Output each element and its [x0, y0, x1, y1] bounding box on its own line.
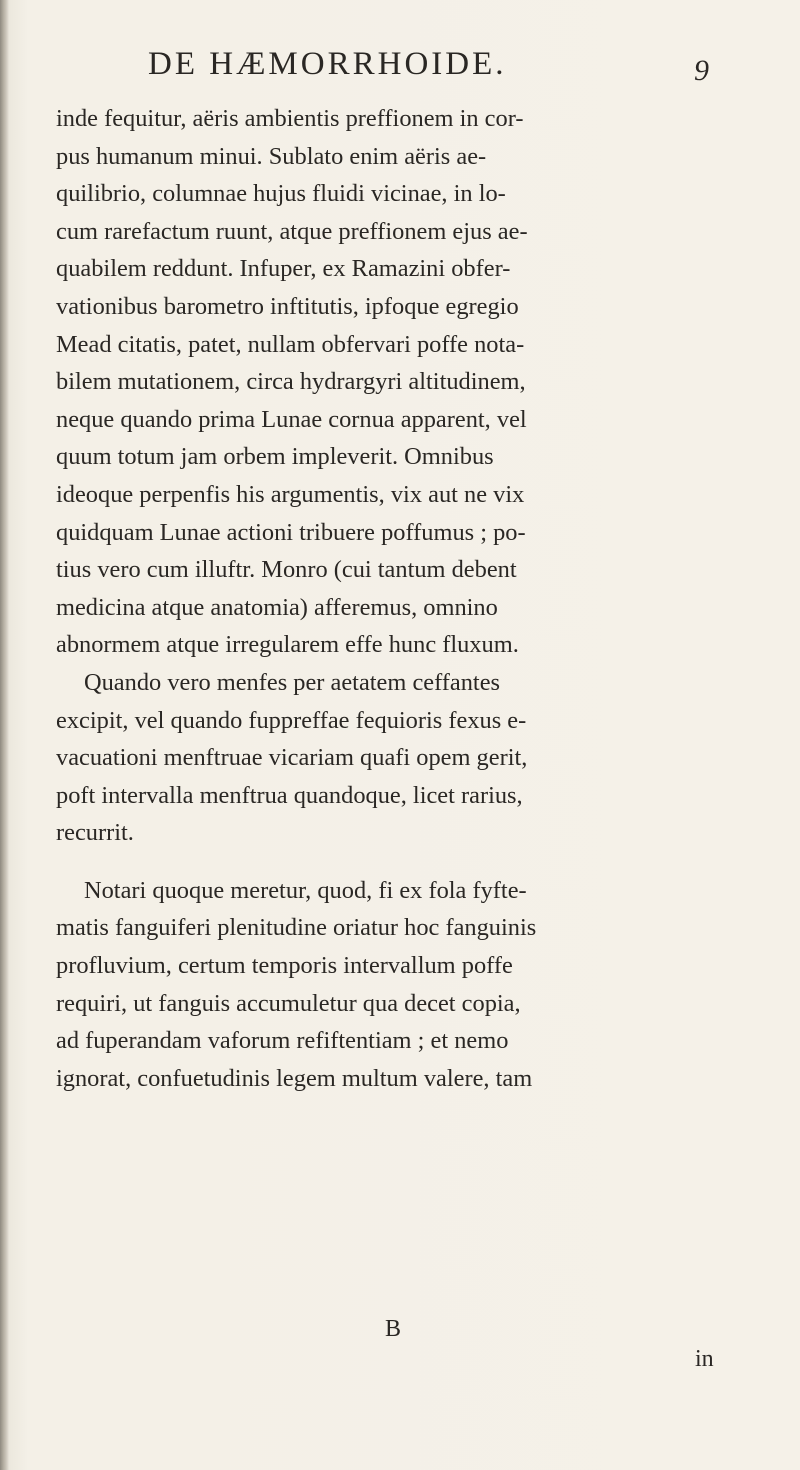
text-line: requiri, ut fanguis accumuletur qua decet copia, — [56, 989, 521, 1017]
text-line: profluvium, certum temporis intervallum poffe — [56, 952, 513, 980]
page-header — [0, 46, 800, 96]
binding-edge — [0, 0, 9, 1470]
text-line: Mead citatis, patet, nullam obfervari poffe nota- — [56, 330, 525, 358]
text-line: abnormem atque irregularem effe hunc fluxum. — [56, 631, 519, 659]
text-line: vacuationi menftruae vicariam quafi opem gerit, — [56, 744, 528, 772]
text-line: ideoque perpenfis his argumentis, vix aut ne vix — [56, 480, 525, 508]
paragraph — [56, 664, 740, 852]
running-title: DE HÆMORRHOIDE. — [148, 46, 507, 82]
paragraph — [56, 872, 740, 1098]
text-line: quidquam Lunae actioni tribuere poffumus ; po- — [56, 518, 526, 546]
text-line: ad fuperandam vaforum refiftentiam ; et nemo — [56, 1027, 509, 1055]
paragraph — [56, 100, 740, 664]
text-line: Quando vero menfes per aetatem ceffantes — [84, 668, 501, 696]
catchword: in — [695, 1346, 714, 1372]
text-line: quilibrio, columnae hujus fluidi vicinae, in lo- — [56, 180, 506, 208]
text-line: bilem mutationem, circa hydrargyri altitudinem, — [56, 368, 526, 396]
text-line: tius vero cum illuftr. Monro (cui tantum debent — [56, 556, 517, 584]
signature-mark: B — [385, 1316, 402, 1342]
page-number: 9 — [694, 54, 709, 87]
paragraph-gap — [56, 852, 740, 872]
text-line: excipit, vel quando fuppreffae fequioris fexus e- — [56, 706, 527, 734]
text-line: pus humanum minui. Sublato enim aëris ae- — [56, 142, 487, 170]
text-line: recurrit. — [56, 819, 134, 847]
text-line: vationibus barometro inftitutis, ipfoque egregio — [56, 292, 519, 320]
text-line: matis fanguiferi plenitudine oriatur hoc fanguinis — [56, 914, 537, 942]
text-line: quum totum jam orbem impleverit. Omnibus — [56, 443, 494, 471]
text-line: neque quando prima Lunae cornua apparent, vel — [56, 405, 527, 433]
text-line: cum rarefactum ruunt, atque preffionem ejus ae- — [56, 217, 528, 245]
body-text — [56, 100, 740, 1097]
text-line: Notari quoque meretur, quod, fi ex fola fyfte- — [84, 876, 527, 904]
page-footer — [0, 1316, 800, 1396]
text-line: inde fequitur, aëris ambientis preffionem in cor- — [56, 105, 524, 132]
text-line: quabilem reddunt. Infuper, ex Ramazini obfer- — [56, 255, 511, 283]
text-line: medicina atque anatomia) afferemus, omnino — [56, 593, 498, 621]
text-line: poft intervalla menftrua quandoque, licet rarius, — [56, 781, 523, 809]
text-line: ignorat, confuetudinis legem multum valere, tam — [56, 1064, 533, 1092]
